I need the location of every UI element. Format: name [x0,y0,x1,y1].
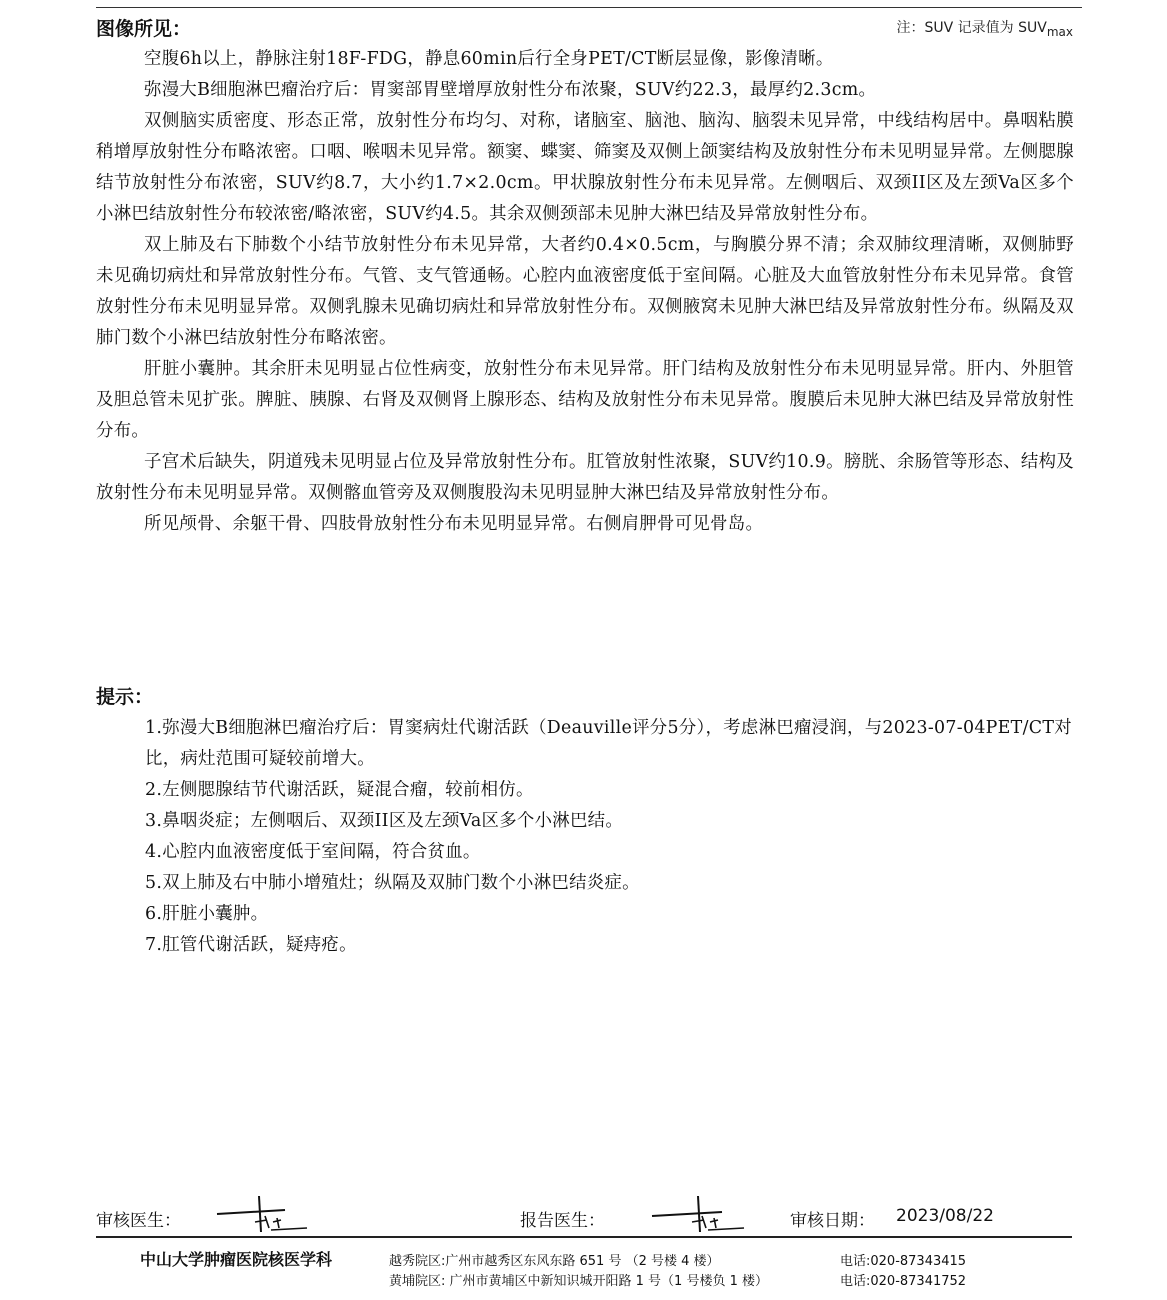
hints-list [145,713,1075,961]
hint-item: 7.肛管代谢活跃，疑痔疮。 [145,935,357,955]
suv-note-subscript: max [1046,25,1073,39]
hint-item: 2.左侧腮腺结节代谢活跃，疑混合瘤，较前相仿。 [145,780,534,800]
findings-paragraph: 双侧脑实质密度、形态正常，放射性分布均匀、对称，诸脑室、脑池、脑沟、脑裂未见异常，中线结构居中。鼻咽粘膜稍增厚放射性分布略浓密。口咽、喉咽未见异常。额窦、蝶窦、筛窦及双侧上颌窦结构及放射性分布未见明显异常。左侧腮腺结节放射性分布浓密，SUV约8.7，大小约1.7×2.0cm。甲状腺放射性分布未见异常。左侧咽后、双颈II区及左颈Va区多个小淋巴结放射性分布较浓密/略浓密，SUV约4.5。其余双侧颈部未见肿大淋巴结及异常放射性分布。 [96,111,1074,224]
hint-item: 6.肝脏小囊肿。 [145,904,269,924]
review-date: 2023/08/22 [896,1206,994,1226]
findings-paragraph: 弥漫大B细胞淋巴瘤治疗后：胃窦部胃壁增厚放射性分布浓聚，SUV约22.3，最厚约2.3cm。 [144,80,877,100]
reporter-signature [650,1192,750,1234]
reviewer-signature [215,1192,315,1234]
findings-body [96,44,1074,540]
campus1-phone: 电话:020-87343415 [840,1254,967,1269]
hint-item: 3.鼻咽炎症；左侧咽后、双颈II区及左颈Va区多个小淋巴结。 [145,811,624,831]
hints-title: 提示： [96,686,154,708]
hint-item: 1.弥漫大B细胞淋巴瘤治疗后：胃窦病灶代谢活跃（Deauville评分5分），考虑淋巴瘤浸润，与2023-07-04PET/CT对比，病灶范围可疑较前增大。 [145,718,1072,769]
findings-paragraph: 空腹6h以上，静脉注射18F-FDG，静息60min后行全身PET/CT断层显像，影像清晰。 [144,49,834,69]
findings-paragraph: 所见颅骨、余躯干骨、四肢骨放射性分布未见明显异常。右侧肩胛骨可见骨岛。 [144,514,764,534]
findings-title: 图像所见： [96,18,192,40]
institution-name: 中山大学肿瘤医院核医学科 [140,1250,333,1269]
footer-rule [96,1236,1072,1238]
suv-note [897,17,1073,39]
hint-item: 5.双上肺及右中肺小增殖灶；纵隔及双肺门数个小淋巴结炎症。 [145,873,640,893]
campus1-address: 越秀院区:广州市越秀区东风东路 651 号 （2 号楼 4 楼） [389,1254,720,1269]
hint-item: 4.心腔内血液密度低于室间隔，符合贫血。 [145,842,481,862]
review-date-label: 审核日期： [790,1211,875,1231]
suv-note-text: 注：SUV 记录值为 SUV [896,20,1047,36]
top-rule [96,7,1082,8]
findings-paragraph: 子宫术后缺失，阴道残未见明显占位及异常放射性分布。肛管放射性浓聚，SUV约10.9。膀胱、余肠管等形态、结构及放射性分布未见明显异常。双侧髂血管旁及双侧腹股沟未见明显肿大淋巴结及异常放射性分布。 [96,452,1074,503]
findings-paragraph: 双上肺及右下肺数个小结节放射性分布未见异常，大者约0.4×0.5cm，与胸膜分界不清；余双肺纹理清晰，双侧肺野未见确切病灶和异常放射性分布。气管、支气管通畅。心腔内血液密度低于室间隔。心脏及大血管放射性分布未见异常。食管放射性分布未见明显异常。双侧乳腺未见确切病灶和异常放射性分布。双侧腋窝未见肿大淋巴结及异常放射性分布。纵隔及双肺门数个小淋巴结放射性分布略浓密。 [96,235,1074,348]
reviewer-label: 审核医生： [96,1211,181,1231]
reporter-label: 报告医生： [520,1211,605,1231]
campus2-address: 黄埔院区: 广州市黄埔区中新知识城开阳路 1 号（1 号楼负 1 楼） [389,1274,768,1289]
findings-paragraph: 肝脏小囊肿。其余肝未见明显占位性病变，放射性分布未见异常。肝门结构及放射性分布未见明显异常。肝内、外胆管及胆总管未见扩张。脾脏、胰腺、右肾及双侧肾上腺形态、结构及放射性分布未见异常。腹膜后未见肿大淋巴结及异常放射性分布。 [96,359,1074,441]
campus2-phone: 电话:020-87341752 [840,1274,967,1289]
